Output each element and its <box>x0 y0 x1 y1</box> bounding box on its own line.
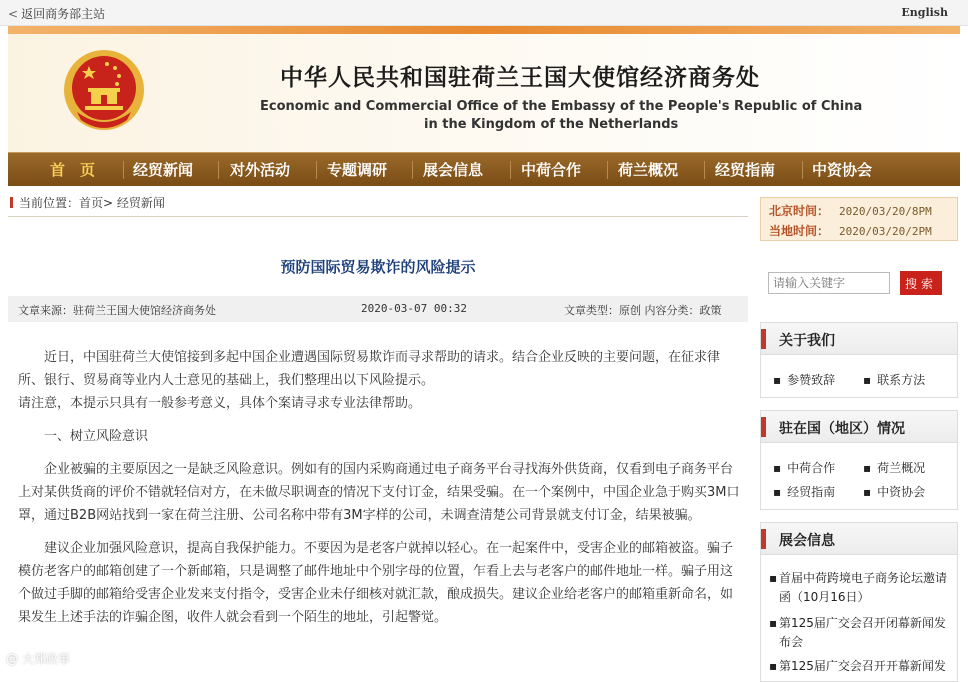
link-label: 荷兰概况 <box>877 461 926 475</box>
link-contact[interactable] <box>863 371 925 388</box>
header-stripe <box>8 26 960 34</box>
site-title-en-line2: in the Kingdom of the Netherlands <box>424 117 679 132</box>
bullet-icon: ▪ <box>863 485 872 499</box>
nav-separator <box>704 161 705 179</box>
link-counsellor-speech[interactable] <box>773 371 835 388</box>
article-date: 2020-03-07 00:32 <box>361 302 467 315</box>
news-item[interactable] <box>769 657 951 676</box>
news-item-label: 第125届广交会召开开幕新闻发 <box>779 659 946 673</box>
country-info-box <box>760 410 958 510</box>
nav-research[interactable]: 专题调研 <box>327 161 388 179</box>
nav-separator <box>802 161 803 179</box>
national-emblem-icon <box>63 48 145 132</box>
search-input[interactable] <box>768 272 890 294</box>
breadcrumb <box>10 194 165 211</box>
exhibition-title: 展会信息 <box>779 533 835 549</box>
about-us-box <box>760 322 958 398</box>
nav-separator <box>510 161 511 179</box>
header-marker <box>761 417 766 437</box>
bullet-icon: ▪ <box>769 616 778 630</box>
nav-home[interactable]: 首 页 <box>50 161 96 179</box>
article-type: 文章类型：原创 内容分类：政策 <box>564 304 722 317</box>
link-association[interactable] <box>863 483 925 500</box>
article-paragraph: 近日，中国驻荷兰大使馆接到多起中国企业遭遇国际贸易欺诈而寻求帮助的请求。结合企业反映的主要问题，在征求律所、银行、贸易商等业内人士意见的基础上，我们整理出以下风险提示。 <box>18 350 721 388</box>
article-title: 预防国际贸易欺诈的风险提示 <box>280 258 476 276</box>
link-label: 中资协会 <box>877 485 926 499</box>
main-nav <box>8 152 960 186</box>
local-time-label: 当地时间： <box>769 224 830 238</box>
site-title-cn: 中华人民共和国驻荷兰王国大使馆经济商务处 <box>280 65 760 91</box>
section-heading: 一、树立风险意识 <box>44 429 149 444</box>
link-cooperation[interactable] <box>773 459 835 476</box>
local-time-value: 2020/03/20/2PM <box>839 225 932 238</box>
beijing-time-value: 2020/03/20/8PM <box>839 205 932 218</box>
back-link[interactable] <box>8 5 105 22</box>
link-netherlands[interactable] <box>863 459 925 476</box>
header-marker <box>761 329 766 349</box>
news-item-label: 首届中荷跨境电子商务论坛邀请函（10月16日） <box>779 571 948 604</box>
country-info-header <box>761 411 957 443</box>
nav-separator <box>412 161 413 179</box>
article-source: 文章来源：驻荷兰王国大使馆经济商务处 <box>18 304 216 317</box>
nav-trade-news[interactable]: 经贸新闻 <box>133 161 194 179</box>
nav-association[interactable]: 中资协会 <box>812 161 873 179</box>
link-label: 经贸指南 <box>787 485 836 499</box>
back-link-label: 返回商务部主站 <box>21 7 106 21</box>
bullet-icon: ▪ <box>769 571 778 585</box>
bullet-icon: ▪ <box>773 373 782 387</box>
about-us-header <box>761 323 957 355</box>
bullet-icon: ▪ <box>863 461 872 475</box>
link-label: 参赞致辞 <box>787 373 836 387</box>
news-item[interactable] <box>769 569 951 607</box>
divider <box>8 216 748 217</box>
nav-exhibitions[interactable]: 展会信息 <box>423 161 484 179</box>
nav-activities[interactable]: 对外活动 <box>230 161 291 179</box>
about-us-title: 关于我们 <box>779 333 835 349</box>
link-label: 中荷合作 <box>787 461 836 475</box>
nav-cooperation[interactable]: 中荷合作 <box>521 161 582 179</box>
beijing-time-label: 北京时间： <box>769 204 830 218</box>
chevron-left-icon: < <box>8 7 19 21</box>
site-header <box>8 34 960 152</box>
article-paragraph: 企业被骗的主要原因之一是缺乏风险意识。例如有的国内采购商通过电子商务平台寻找海外供货商，仅看到电子商务平台上对某供货商的评价不错就轻信对方，在未做尽职调查的情况下支付订金，结果受骗。在一个案例中，中国企业急于购买3M口罩，通过B2B网站找到一家在荷兰注册、公司名称中带有3M字样的公司，未调查清楚公司背景就支付订金，结果被骗。 <box>18 462 740 523</box>
bullet-icon: ▪ <box>769 659 778 673</box>
breadcrumb-marker <box>10 197 13 208</box>
english-link[interactable]: English <box>901 6 948 19</box>
top-bar <box>0 0 968 26</box>
news-item-label: 第125届广交会召开闭幕新闻发布会 <box>779 616 946 649</box>
nav-separator <box>316 161 317 179</box>
bullet-icon: ▪ <box>773 461 782 475</box>
article-paragraph: 建议企业加强风险意识，提高自我保护能力。不要因为是老客户就掉以轻心。在一起案件中，受害企业的邮箱被盗。骗子模仿老客户的邮箱创建了一个新邮箱，只是调整了邮件地址中个别字母的位置，乍看上去与老客户的邮件地址一样。骗子用这个做过手脚的邮箱给受害企业发来支付指令，受害企业未仔细核对就汇款，酿成损失。建议企业给老客户的邮箱重新命名，如果发生上述手法的诈骗企图，收件人就会看到一个陌生的地址，引起警觉。 <box>18 541 734 625</box>
article-body <box>18 346 742 639</box>
link-label: 联系方法 <box>877 373 926 387</box>
watermark: @ 大郑政事 <box>6 652 70 666</box>
nav-guide[interactable]: 经贸指南 <box>715 161 776 179</box>
breadcrumb-text[interactable]: 当前位置：首页> 经贸新闻 <box>19 196 165 210</box>
link-guide[interactable] <box>773 483 835 500</box>
news-item[interactable] <box>769 614 951 652</box>
nav-separator <box>218 161 219 179</box>
exhibition-header <box>761 523 957 555</box>
nav-netherlands[interactable]: 荷兰概况 <box>618 161 679 179</box>
site-title-en-line1: Economic and Commercial Office of the Embassy of the People's Republic of China <box>260 99 863 114</box>
bullet-icon: ▪ <box>863 373 872 387</box>
exhibition-box <box>760 522 958 682</box>
article-paragraph: 请注意，本提示只具有一般参考意义，具体个案请寻求专业法律帮助。 <box>18 396 422 411</box>
search-button[interactable]: 搜索 <box>900 271 942 295</box>
nav-separator <box>607 161 608 179</box>
article-meta-bar <box>8 296 748 322</box>
country-info-title: 驻在国（地区）情况 <box>779 421 905 437</box>
time-panel <box>760 197 958 241</box>
bullet-icon: ▪ <box>773 485 782 499</box>
header-marker <box>761 529 766 549</box>
nav-separator <box>123 161 124 179</box>
